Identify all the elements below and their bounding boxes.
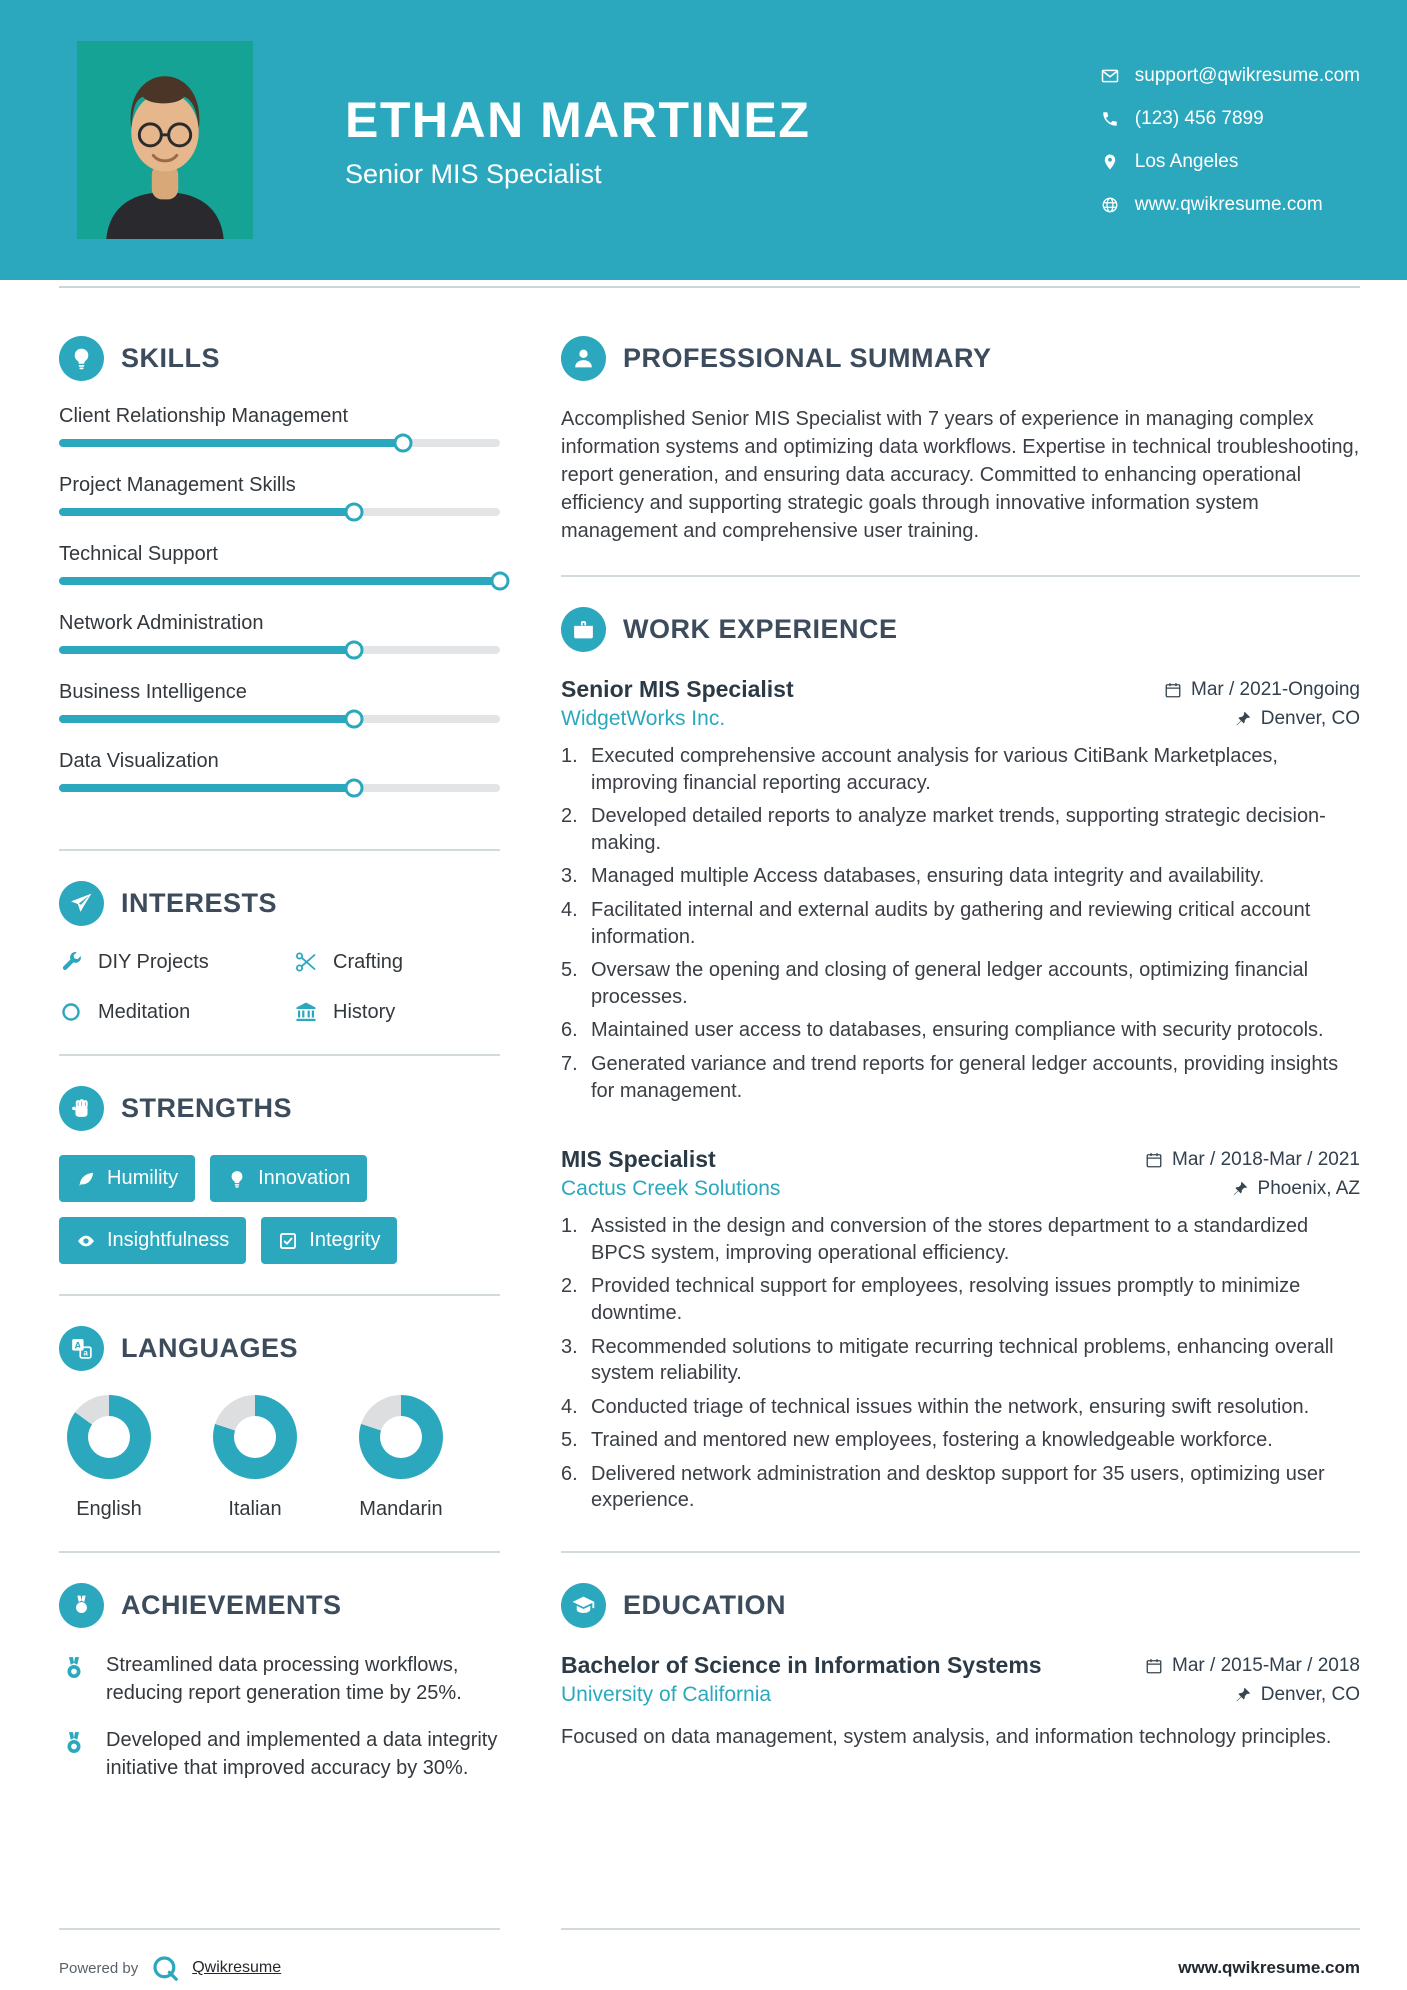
briefcase-icon bbox=[561, 607, 606, 652]
museum-icon bbox=[294, 1000, 318, 1024]
skills-section bbox=[59, 336, 500, 819]
bullet-text: Recommended solutions to mitigate recurring technical problems, enhancing overall system reliability. bbox=[591, 1335, 1334, 1385]
skills-heading: SKILLS bbox=[121, 343, 221, 373]
job-location bbox=[1234, 708, 1360, 730]
bullet-text: Generated variance and trend reports for general ledger accounts, providing insights for management. bbox=[591, 1052, 1339, 1102]
donut-hole bbox=[88, 1416, 130, 1458]
experience-heading: WORK EXPERIENCE bbox=[623, 614, 898, 644]
check-square-icon bbox=[278, 1231, 298, 1251]
job-bullet bbox=[561, 897, 1360, 950]
interest-label: Crafting bbox=[333, 950, 404, 973]
achievements-heading: ACHIEVEMENTS bbox=[121, 1590, 342, 1620]
footer-website: www.qwikresume.com bbox=[1178, 1958, 1360, 1977]
contact-text: www.qwikresume.com bbox=[1134, 193, 1323, 215]
svg-text:a: a bbox=[83, 1348, 88, 1358]
identity-block bbox=[345, 91, 810, 190]
interests-section bbox=[59, 881, 500, 1024]
bullet-text: Conducted triage of technical issues within the network, ensuring swift resolution. bbox=[591, 1395, 1310, 1418]
skill-progress-fill bbox=[59, 508, 354, 516]
calendar-icon bbox=[1145, 1151, 1163, 1169]
globe-icon bbox=[1101, 196, 1119, 214]
summary-text: Accomplished Senior MIS Specialist with 7 years of experience in managing complex information systems and optimizing data workflows. Expertise in technical troubleshooting, report generation, and ensuring data accuracy. Committed to enhancing operational efficiency and supporting strategic goals through innovative information system management and comprehensive user training. bbox=[561, 408, 1360, 542]
bullet-text: Developed detailed reports to analyze market trends, supporting strategic decision-making. bbox=[591, 805, 1326, 854]
medal-icon bbox=[59, 1729, 89, 1759]
job-location-text: Phoenix, AZ bbox=[1257, 1178, 1360, 1200]
bullet-number: 6. bbox=[561, 1019, 578, 1042]
bullet-text: Executed comprehensive account analysis for various CitiBank Marketplaces, improving financial reporting accuracy. bbox=[591, 745, 1278, 794]
language-item bbox=[359, 1395, 443, 1521]
pushpin-icon bbox=[1234, 710, 1252, 728]
contact-item bbox=[1101, 151, 1360, 173]
job-location-text: Denver, CO bbox=[1260, 708, 1360, 729]
bullet-text: Managed multiple Access databases, ensuring data integrity and availability. bbox=[591, 865, 1265, 888]
interest-item bbox=[294, 950, 500, 974]
skill-progress-knob bbox=[491, 572, 510, 591]
language-item bbox=[67, 1395, 151, 1521]
summary-section bbox=[561, 336, 1360, 545]
achievement-text: Streamlined data processing workflows, reducing report generation time by 25%. bbox=[106, 1654, 462, 1704]
job-bullet bbox=[561, 1394, 1360, 1421]
strengths-chips bbox=[59, 1155, 500, 1264]
skill-label: Data Visualization bbox=[59, 750, 219, 772]
skill-progress-knob bbox=[345, 503, 364, 522]
bullet-number: 5. bbox=[561, 1429, 578, 1452]
job-bullet bbox=[561, 1427, 1360, 1454]
degree-title: Bachelor of Science in Information Systems bbox=[561, 1652, 1042, 1679]
skill-item bbox=[59, 474, 500, 516]
paper-plane-icon bbox=[59, 881, 104, 926]
languages-row bbox=[59, 1395, 500, 1521]
language-label: English bbox=[76, 1498, 142, 1520]
job-dates bbox=[1164, 679, 1360, 701]
skill-item bbox=[59, 612, 500, 654]
strengths-section bbox=[59, 1086, 500, 1264]
job-location bbox=[1231, 1178, 1360, 1200]
job-dates bbox=[1145, 1149, 1360, 1171]
bullet-number: 7. bbox=[561, 1052, 578, 1075]
school-name: University of California bbox=[561, 1683, 772, 1707]
svg-text:A: A bbox=[74, 1340, 82, 1351]
graduation-cap-icon bbox=[561, 1583, 606, 1628]
strength-chip bbox=[261, 1217, 397, 1264]
skill-progress-fill bbox=[59, 439, 403, 447]
language-donut-chart bbox=[359, 1395, 443, 1479]
bullet-number: 6. bbox=[561, 1462, 578, 1485]
lightbulb-icon bbox=[227, 1169, 247, 1189]
person-name: ETHAN MARTINEZ bbox=[345, 91, 811, 148]
skill-progress-knob bbox=[393, 434, 412, 453]
language-label: Mandarin bbox=[359, 1498, 443, 1520]
calendar-icon bbox=[1145, 1657, 1163, 1675]
language-donut-chart bbox=[213, 1395, 297, 1479]
strength-chip bbox=[59, 1217, 246, 1264]
skill-progress-fill bbox=[59, 646, 354, 654]
education-dates bbox=[1145, 1655, 1360, 1677]
contact-list bbox=[1101, 65, 1360, 216]
job-bullet bbox=[561, 803, 1360, 856]
bullet-number: 5. bbox=[561, 959, 578, 982]
achievement-text: Developed and implemented a data integrity initiative that improved accuracy by 30%. bbox=[106, 1729, 498, 1779]
job-company: WidgetWorks Inc. bbox=[561, 707, 726, 730]
job-title: MIS Specialist bbox=[561, 1146, 716, 1173]
profile-photo bbox=[77, 41, 253, 239]
wrench-icon bbox=[59, 950, 83, 974]
achievement-item bbox=[59, 1727, 500, 1782]
qwikresume-logo-icon bbox=[150, 1953, 180, 1983]
main-content bbox=[0, 288, 1407, 1930]
job-company: Cactus Creek Solutions bbox=[561, 1177, 781, 1201]
skill-progress-bar bbox=[59, 577, 500, 585]
bullet-text: Provided technical support for employees, resolving issues promptly to minimize downtime. bbox=[591, 1275, 1301, 1324]
divider bbox=[59, 1551, 500, 1553]
skill-progress-fill bbox=[59, 715, 354, 723]
donut-hole bbox=[234, 1416, 276, 1458]
bullet-number: 1. bbox=[561, 1215, 578, 1238]
bullet-number: 3. bbox=[561, 865, 578, 888]
eye-icon bbox=[76, 1231, 96, 1251]
skill-item bbox=[59, 681, 500, 723]
interests-heading: INTERESTS bbox=[121, 888, 278, 918]
phone-icon bbox=[1101, 110, 1119, 128]
achievements-list bbox=[59, 1652, 500, 1782]
bullet-number: 2. bbox=[561, 1275, 578, 1298]
divider bbox=[59, 1294, 500, 1296]
education-section bbox=[561, 1583, 1360, 1751]
interest-item bbox=[59, 1000, 284, 1024]
right-column bbox=[561, 336, 1360, 1930]
strength-chip bbox=[59, 1155, 195, 1202]
medal-icon bbox=[59, 1654, 89, 1684]
interest-item bbox=[294, 1000, 500, 1024]
contact-item bbox=[1101, 108, 1360, 130]
strength-label: Innovation bbox=[258, 1167, 351, 1189]
languages-section bbox=[59, 1326, 500, 1521]
skill-label: Network Administration bbox=[59, 612, 264, 634]
job-bullet bbox=[561, 743, 1360, 796]
interest-label: History bbox=[333, 1000, 396, 1023]
skill-item bbox=[59, 750, 500, 792]
bullet-text: Maintained user access to databases, ensuring compliance with security protocols. bbox=[591, 1019, 1324, 1042]
qwikresume-link[interactable]: Qwikresume bbox=[192, 1959, 282, 1976]
contact-text: support@qwikresume.com bbox=[1134, 64, 1360, 86]
bullet-number: 3. bbox=[561, 1335, 578, 1358]
bullet-number: 1. bbox=[561, 745, 578, 767]
education-description: Focused on data management, system analysis, and information technology principles. bbox=[561, 1726, 1332, 1749]
job-dates-text: Mar / 2018-Mar / 2021 bbox=[1172, 1148, 1360, 1170]
pushpin-icon bbox=[1231, 1180, 1249, 1198]
languages-heading: LANGUAGES bbox=[121, 1333, 299, 1363]
translate-icon bbox=[59, 1326, 104, 1371]
skill-progress-bar bbox=[59, 784, 500, 792]
interest-label: DIY Projects bbox=[98, 950, 209, 973]
job-bullet bbox=[561, 1017, 1360, 1044]
job-title: Senior MIS Specialist bbox=[561, 676, 794, 702]
job-bullets bbox=[561, 1213, 1360, 1514]
experience-section bbox=[561, 607, 1360, 1521]
location-pin-icon bbox=[1101, 153, 1119, 171]
email-icon bbox=[1101, 67, 1119, 85]
skill-progress-bar bbox=[59, 508, 500, 516]
bullet-number: 2. bbox=[561, 805, 578, 828]
bullet-number: 4. bbox=[561, 1395, 578, 1418]
summary-heading: PROFESSIONAL SUMMARY bbox=[623, 343, 992, 373]
contact-text: (123) 456 7899 bbox=[1134, 107, 1264, 129]
bullet-text: Trained and mentored new employees, fostering a knowledgeable workforce. bbox=[591, 1429, 1273, 1452]
medal-icon bbox=[59, 1583, 104, 1628]
job-entry bbox=[561, 676, 1360, 1104]
bullet-text: Oversaw the opening and closing of general ledger accounts, optimizing financial processes. bbox=[591, 959, 1309, 1008]
job-bullet bbox=[561, 863, 1360, 890]
strengths-heading: STRENGTHS bbox=[121, 1093, 293, 1123]
strength-label: Insightfulness bbox=[107, 1229, 230, 1251]
education-dates-text: Mar / 2015-Mar / 2018 bbox=[1172, 1654, 1360, 1676]
bullet-text: Facilitated internal and external audits by gathering and reviewing critical account information. bbox=[591, 898, 1311, 948]
leaf-icon bbox=[76, 1169, 96, 1189]
divider bbox=[59, 1054, 500, 1056]
job-bullets bbox=[561, 743, 1360, 1104]
strength-label: Integrity bbox=[309, 1229, 381, 1251]
skill-progress-bar bbox=[59, 439, 500, 447]
skill-label: Business Intelligence bbox=[59, 681, 247, 703]
skill-progress-fill bbox=[59, 784, 354, 792]
job-dates-text: Mar / 2021-Ongoing bbox=[1191, 678, 1360, 700]
job-bullet bbox=[561, 957, 1360, 1010]
bullet-text: Delivered network administration and desktop support for 35 users, optimizing user experience. bbox=[591, 1462, 1325, 1512]
job-bullet bbox=[561, 1334, 1360, 1387]
scissors-icon bbox=[294, 950, 318, 974]
skill-progress-knob bbox=[345, 710, 364, 729]
language-item bbox=[213, 1395, 297, 1521]
skill-label: Project Management Skills bbox=[59, 474, 296, 496]
fist-icon bbox=[59, 1086, 104, 1131]
skill-progress-bar bbox=[59, 646, 500, 654]
interests-grid bbox=[59, 950, 500, 1024]
skill-item bbox=[59, 405, 500, 447]
circle-icon bbox=[59, 1000, 83, 1024]
skill-progress-knob bbox=[345, 779, 364, 798]
education-heading: EDUCATION bbox=[623, 1590, 786, 1621]
pushpin-icon bbox=[1234, 1686, 1252, 1704]
jobs-list bbox=[561, 676, 1360, 1514]
contact-item bbox=[1101, 194, 1360, 216]
bullet-number: 4. bbox=[561, 898, 578, 921]
powered-by-label: Powered by bbox=[59, 1959, 139, 1977]
education-location-text: Denver, CO bbox=[1260, 1684, 1360, 1706]
strength-chip bbox=[210, 1155, 367, 1202]
language-donut-chart bbox=[67, 1395, 151, 1479]
job-bullet bbox=[561, 1213, 1360, 1266]
achievement-item bbox=[59, 1652, 500, 1707]
header bbox=[0, 0, 1407, 280]
skill-label: Technical Support bbox=[59, 543, 218, 565]
language-label: Italian bbox=[228, 1498, 282, 1520]
bullet-text: Assisted in the design and conversion of the stores department to a standardized BPCS system, improving operational efficiency. bbox=[591, 1215, 1309, 1264]
skill-progress-bar bbox=[59, 715, 500, 723]
lightbulb-icon bbox=[59, 336, 104, 381]
divider bbox=[561, 1551, 1360, 1553]
achievements-section bbox=[59, 1583, 500, 1802]
skill-progress-knob bbox=[345, 641, 364, 660]
skill-label: Client Relationship Management bbox=[59, 405, 349, 427]
calendar-icon bbox=[1164, 681, 1182, 699]
contact-text: Los Angeles bbox=[1134, 150, 1239, 172]
skills-list bbox=[59, 405, 500, 792]
avatar-illustration bbox=[77, 41, 253, 239]
skill-item bbox=[59, 543, 500, 585]
contact-item bbox=[1101, 65, 1360, 87]
job-bullet bbox=[561, 1273, 1360, 1326]
job-entry bbox=[561, 1146, 1360, 1514]
person-icon bbox=[561, 336, 606, 381]
footer bbox=[0, 1930, 1407, 1990]
left-column bbox=[59, 336, 500, 1930]
donut-hole bbox=[380, 1416, 422, 1458]
divider bbox=[59, 849, 500, 851]
interest-label: Meditation bbox=[98, 1000, 191, 1023]
job-bullet bbox=[561, 1051, 1360, 1104]
person-title: Senior MIS Specialist bbox=[345, 158, 602, 189]
interest-item bbox=[59, 950, 284, 974]
job-bullet bbox=[561, 1461, 1360, 1514]
skill-progress-fill bbox=[59, 577, 500, 585]
divider bbox=[561, 575, 1360, 577]
education-location bbox=[1234, 1684, 1360, 1706]
strength-label: Humility bbox=[107, 1167, 179, 1189]
